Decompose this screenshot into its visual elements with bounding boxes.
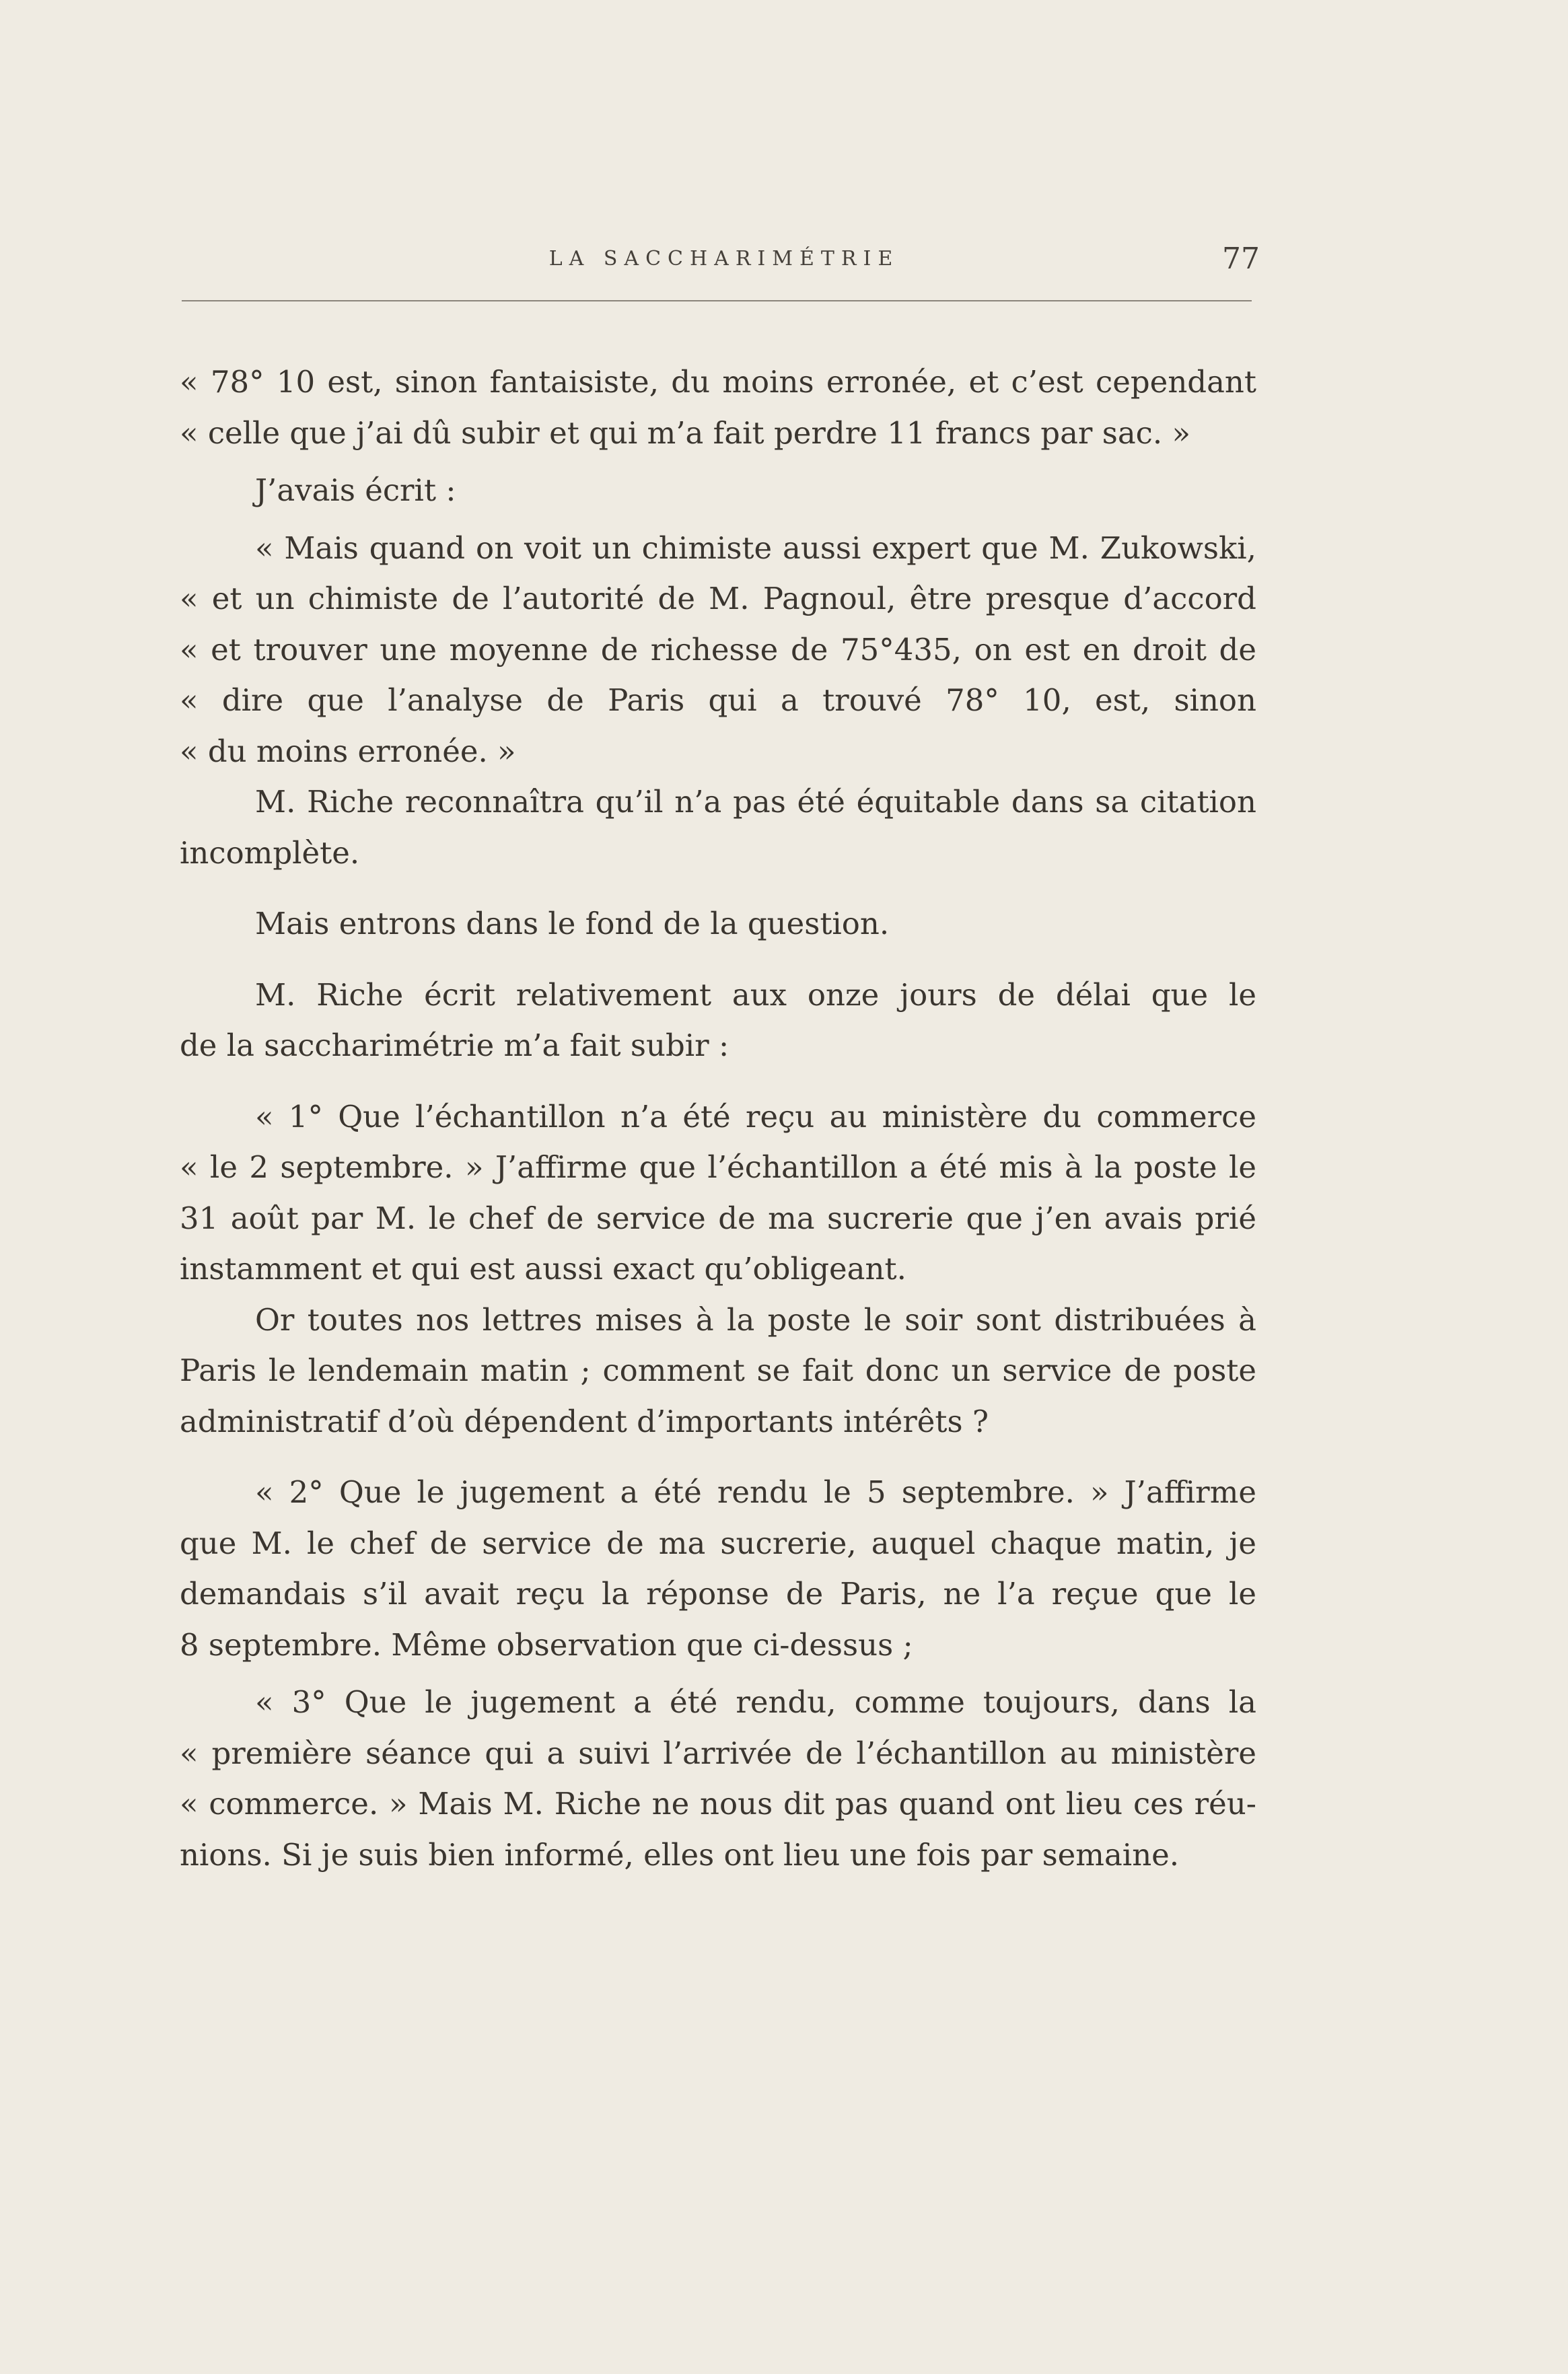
text-line: « et un chimiste de l’autorité de M. Pagnoul, être presque d’accord <box>180 581 1256 616</box>
running-title: LA SACCHARIMÉTRIE <box>548 247 900 271</box>
header-rule <box>182 300 1252 301</box>
text-line: de la saccharimétrie m’a fait subir : <box>180 1028 729 1063</box>
text-line: « commerce. » Mais M. Riche ne nous dit pas quand ont lieu ces réu- <box>180 1786 1256 1822</box>
text-line: « 1° Que l’échantillon n’a été reçu au ministère du commerce <box>255 1098 1256 1135</box>
text-line: administratif d’où dépendent d’importants intérêts ? <box>180 1403 989 1439</box>
page-header <box>182 239 1272 279</box>
page-number: 77 <box>1222 242 1260 276</box>
text-line: « première séance qui a suivi l’arrivée de l’échantillon au ministère <box>180 1735 1256 1771</box>
text-line: « 3° Que le jugement a été rendu, comme toujours, dans la <box>255 1684 1256 1720</box>
text-line: 31 août par M. le chef de service de ma sucrerie que j’en avais prié <box>180 1200 1256 1236</box>
text-line: M. Riche écrit relativement aux onze jours de délai que le <box>255 976 1256 1013</box>
text-line: que M. le chef de service de ma sucrerie, auquel chaque matin, je <box>180 1525 1256 1561</box>
text-line: 8 septembre. Même observation que ci-dessus ; <box>180 1626 913 1663</box>
text-line: incomplète. <box>180 834 360 871</box>
text-line: « le 2 septembre. » J’affirme que l’échantillon a été mis à la poste le <box>180 1149 1256 1185</box>
text-line: Paris le lendemain matin ; comment se fait donc un service de poste <box>180 1353 1256 1388</box>
text-line: nions. Si je suis bien informé, elles ont lieu une fois par semaine. <box>180 1836 1180 1873</box>
text-line: « du moins erronée. » <box>180 733 516 769</box>
text-line: « et trouver une moyenne de richesse de 75°435, on est en droit de <box>180 631 1256 668</box>
text-line: Mais entrons dans le fond de la question. <box>255 906 890 941</box>
text-line: « 2° Que le jugement a été rendu le 5 septembre. » J’affirme <box>255 1474 1256 1510</box>
text-line: M. Riche reconnaîtra qu’il n’a pas été équitable dans sa citation <box>255 784 1256 820</box>
text-line: instamment et qui est aussi exact qu’obligeant. <box>180 1251 906 1287</box>
text-line: « celle que j’ai dû subir et qui m’a fait perdre 11 francs par sac. » <box>180 415 1191 451</box>
text-line: « Mais quand on voit un chimiste aussi expert que M. Zukowski, <box>255 530 1256 566</box>
body-text <box>180 357 1256 1880</box>
text-line: « 78° 10 est, sinon fantaisiste, du moins erronée, et c’est cependant <box>180 364 1256 400</box>
text-line: demandais s’il avait reçu la réponse de Paris, ne l’a reçue que le <box>180 1576 1256 1612</box>
text-line: « dire que l’analyse de Paris qui a trouvé 78° 10, est, sinon <box>180 682 1256 718</box>
text-line: Or toutes nos lettres mises à la poste le soir sont distribuées à <box>255 1301 1256 1338</box>
text-line: J’avais écrit : <box>255 472 456 508</box>
